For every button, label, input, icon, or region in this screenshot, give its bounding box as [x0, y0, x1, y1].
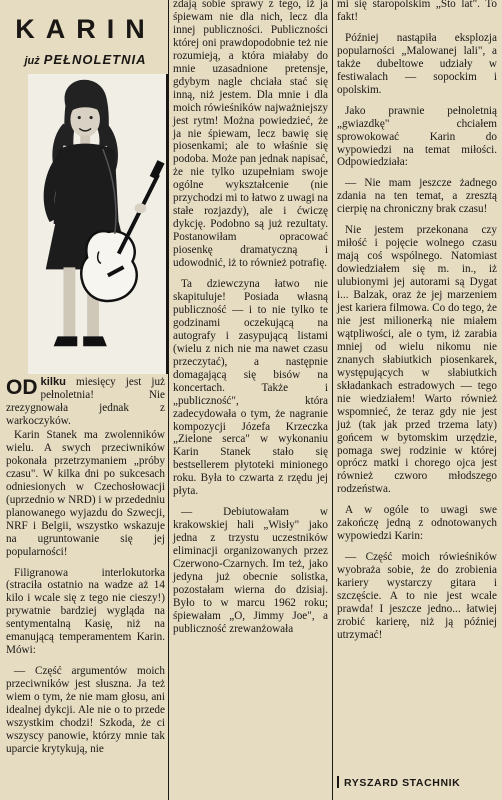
- girl-with-guitar-image: [28, 74, 166, 374]
- intro-lead-word: kilku: [40, 376, 66, 388]
- column-divider: [332, 0, 333, 800]
- signature-bar: [337, 776, 339, 788]
- subtitle-main: PEŁNOLETNIA: [43, 52, 147, 67]
- column-1-body: [6, 429, 165, 764]
- paragraph: zdają sobie sprawy z tego, iż ja śpiewam nie dla nich, lecz dla innej publiczności. Publiczności której oni prawdopodobnie też nie rozumieją, a która miałaby do mnie uzasadnione pretensje, gdybym nagle chciała stać się inną, niż jestem. Dla mnie i dla moich rówieśników najważniejszy jest rytm! Można powiedzieć, że ja nie śpiewam, lecz bawię się piosenkami; ale to właśnie się podoba. Może pan jednak napisać, że nie tylko uzupełniam swoje ogólne wykształcenie (nie przychodzi mi to łatwo z uwagi na stałe rozjazdy), ale i ćwiczę dykcję. Podobno są już rezultaty. Postanowiłam opracować piosenkę dramatyczną i udowodnić, iż to również potrafię.: [173, 0, 328, 270]
- paragraph: Jako prawnie pełnoletnią „gwiazdkę" chciałem sprowokować Karin do wypowiedzi na temat miłości. Odpowiedziała:: [337, 104, 497, 169]
- intro-text: miesięcy jest już pełnoletnia! Nie zrezygnowała jednak z warkoczyków.: [6, 376, 165, 427]
- paragraph: — Debiutowałam w krakowskiej hali „Wisły" jako jedna z trzystu uczestników eliminacji organizowanych przez Czerwono-Czarnych. Im też, jako jedyna już obecnie solistka, pozostałam wierna do dzisiaj. Było to w marcu 1962 roku; śpiewałam „O, Jimmy Joe", a publiczność zrewanżowała: [173, 506, 328, 635]
- paragraph: Karin Stanek ma zwolenników wielu. A swych przeciwników pokonała przetrzymaniem „próby czasu". W kilka dni po sukcesach odniesionych w Czechosłowacji (uprzednio w NRD) i w przededniu planowanego wyjazdu do Szwecji, NRF i Belgii, wszystko wskazuje na ugruntowanie się jej popularności!: [6, 429, 165, 558]
- paragraph: Później nastąpiła eksplozja popularności „Malowanej lali", a także dubeltowe udziały w festiwalach — sopockim i opolskim.: [337, 31, 497, 96]
- column-3: [337, 0, 497, 800]
- paragraph: Nie jestem przekonana czy miłość i pojęcie wolnego czasu mają coś wspólnego. Natomiast dowiedziałem się m. in., iż ulubionymi jej autorami są Dygat i... Balzak, oraz że jej marzeniem jest kariera filmowa. Co do tego, że nie jest milionerką nie miałem wątpliwości, ale o tym, iż zarabia mniej od wielu nikomu nie znanych słabiutkich piosenkarek, występujących w słabiutkich składankach estradowych — tego nie wiedziałem! Warto również wspomnieć, że teraz gdy nie jest już (tak jak przed trzema laty) gońcem w bytomskim urzędzie, pomaga swej rodzinie w której oprócz matki i chorego ojca jest również czworo młodszego rodzeństwa.: [337, 224, 497, 496]
- article-title: KARIN: [15, 14, 156, 44]
- paragraph: — Część moich rówieśników wyobraża sobie, że do zrobienia kariery wystarczy gitara i szczęście. A to nie jest wcale prawda! I jeszcze jedno... łatwiej zrobić karierę, niż ją później utrzymać!: [337, 551, 497, 641]
- paragraph: Ta dziewczyna łatwo nie skapituluje! Posiada własną publiczność — i to nie tylko te godzinami oczekującą na autografy i zasypującą listami (wielu z nich nie ma nawet czasu przeczytać), a następnie domagającą się bisów na koncertach. Także i „publiczność", która zadecydowała o tym, że nagranie kompozycji Józefa Krzeczka „Zielone serca" w wykonaniu Karin Stanek stało się bestsellerem płytoteki minionego roku. Była to czwarta z rzędu jej płyta.: [173, 278, 328, 498]
- paragraph: A w ogóle to uwagi swe zakończę jedną z odnotowanych wypowiedzi Karin:: [337, 504, 497, 543]
- column-divider: [168, 0, 169, 800]
- paragraph: Filigranowa interlokutorka (straciła ostatnio na wadze aż 14 kilo i wcale się z tego nie cieszy!) prywatnie bardziej wygląda na sentymentalną Kasię, niż na emanującą temperamentem Karin. Mówi:: [6, 566, 165, 657]
- column-3-body: [337, 0, 497, 650]
- author-name: RYSZARD STACHNIK: [344, 777, 461, 789]
- paragraph: mi się staropolskim „Sto lat". To fakt!: [337, 0, 497, 23]
- paragraph: — Nie mam jeszcze żadnego zdania na ten temat, a zresztą cierpię na chroniczny brak czasu!: [337, 177, 497, 216]
- subtitle-lead: już: [24, 55, 40, 67]
- intro-paragraph: [6, 376, 165, 428]
- column-1: [6, 0, 165, 800]
- column-2: [173, 0, 328, 800]
- author-signature: [337, 776, 497, 789]
- guitar-photo: [28, 74, 168, 374]
- paragraph: — Część argumentów moich przeciwników jest słuszna. Ja też wiem o tym, że nie mam głosu, ani idealnej dykcji. Ale nie o to przede wszystkim chodzi! Szkoda, że ci wszyscy panowie, którzy mnie tak uparcie krytykują, nie: [6, 665, 165, 755]
- article-subtitle: [6, 52, 165, 67]
- column-2-body: [173, 0, 328, 644]
- drop-cap: OD: [6, 376, 38, 399]
